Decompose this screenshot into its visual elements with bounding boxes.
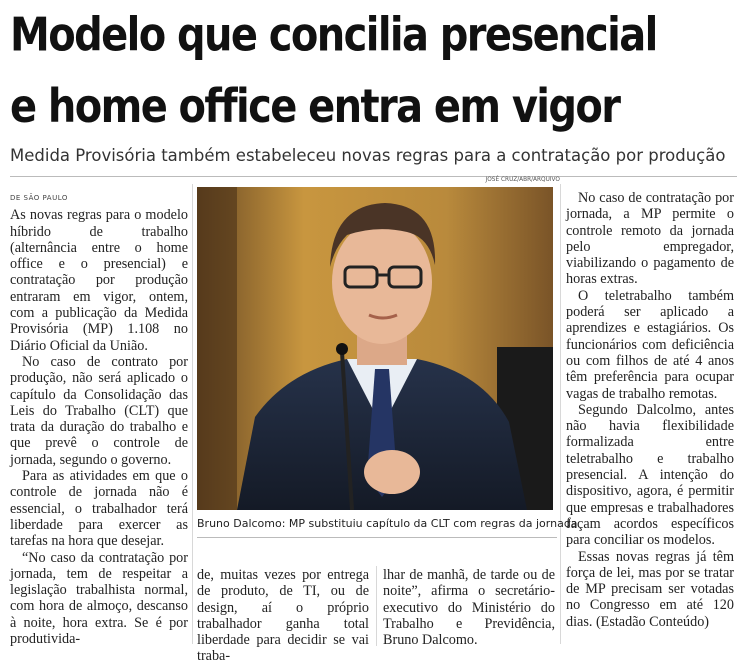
paragraph: No caso de contratação por jornada, a MP permite o controle remoto da jornada pelo empregador, viabilizando o pagamento de horas extras. <box>566 190 734 288</box>
photo-caption: Bruno Dalcomo: MP substituiu capítulo da CLT com regras da jornada <box>197 517 578 530</box>
headline-line-1: Modelo que concilia presencial <box>10 9 657 63</box>
paragraph: de, muitas vezes por entrega de produto, de TI, ou de design, aí o próprio trabalhador ganha total liberdade para decidir se vai traba- <box>197 567 369 665</box>
paragraph: Essas novas regras já têm força de lei, mas por se tratar de MP precisam ser votadas no Congresso em até 120 dias. (Estadão Conteúdo) <box>566 548 734 630</box>
paragraph: No caso de contrato por produção, não será aplicado o capítulo da Consolidação das Leis do Trabalho (CLT) que trata da duração do trabalho e que prevê o controle de jornada, segundo o governo. <box>10 353 188 468</box>
paragraph: Segundo Dalcolmo, antes não havia flexibilidade formalizada entre teletrabalho e trabalho presencial. A intenção do dispositivo, agora, é permitir que empresas e trabalhadores façam acordos específicos para conciliar os modelos. <box>566 401 734 549</box>
column-divider <box>192 184 193 644</box>
article-photo <box>197 187 553 510</box>
section-divider <box>10 176 737 177</box>
article-column-4 <box>566 190 734 630</box>
paragraph: O teletrabalho também poderá ser aplicado a aprendizes e estagiários. Os funcionários com deficiência ou com filhos de até 4 anos têm preferência para ocupar vagas de trabalho remotas. <box>566 287 734 402</box>
paragraph: “No caso da contratação por jornada, tem de respeitar a legislação trabalhista normal, com hora de almoço, descanso à noite, hora extra. Se é por produtivida- <box>10 549 188 648</box>
dateline: DE SÃO PAULO <box>10 194 68 202</box>
photo-credit: JOSÉ CRUZ/ABR/ARQUIVO <box>485 177 560 183</box>
headline-line-2: e home office entra em vigor <box>10 80 620 134</box>
headline <box>10 0 735 143</box>
portrait-illustration <box>197 187 553 510</box>
paragraph: lhar de manhã, de tarde ou de noite”, afirma o secretário-executivo do Ministério do Trabalho e Previdência, Bruno Dalcomo. <box>383 567 555 649</box>
caption-divider <box>197 537 557 538</box>
column-divider <box>376 566 377 646</box>
article-column-1 <box>10 190 188 647</box>
paragraph: Para as atividades em que o controle de jornada não é essencial, o trabalhador terá liberdade para exercer as tarefas na hora que desejar. <box>10 468 188 550</box>
subheadline: Medida Provisória também estabeleceu novas regras para a contratação por produção <box>10 146 726 165</box>
column-divider <box>560 184 561 644</box>
article-column-3 <box>383 567 555 648</box>
paragraph: As novas regras para o modelo híbrido de trabalho (alternância entre o home office e o presencial) e contratação por produção entraram em vigor, ontem, com a publicação da Medida Provisória (MP) 1.108 no Diário Oficial da União. <box>10 207 188 354</box>
article-column-2 <box>197 567 369 665</box>
